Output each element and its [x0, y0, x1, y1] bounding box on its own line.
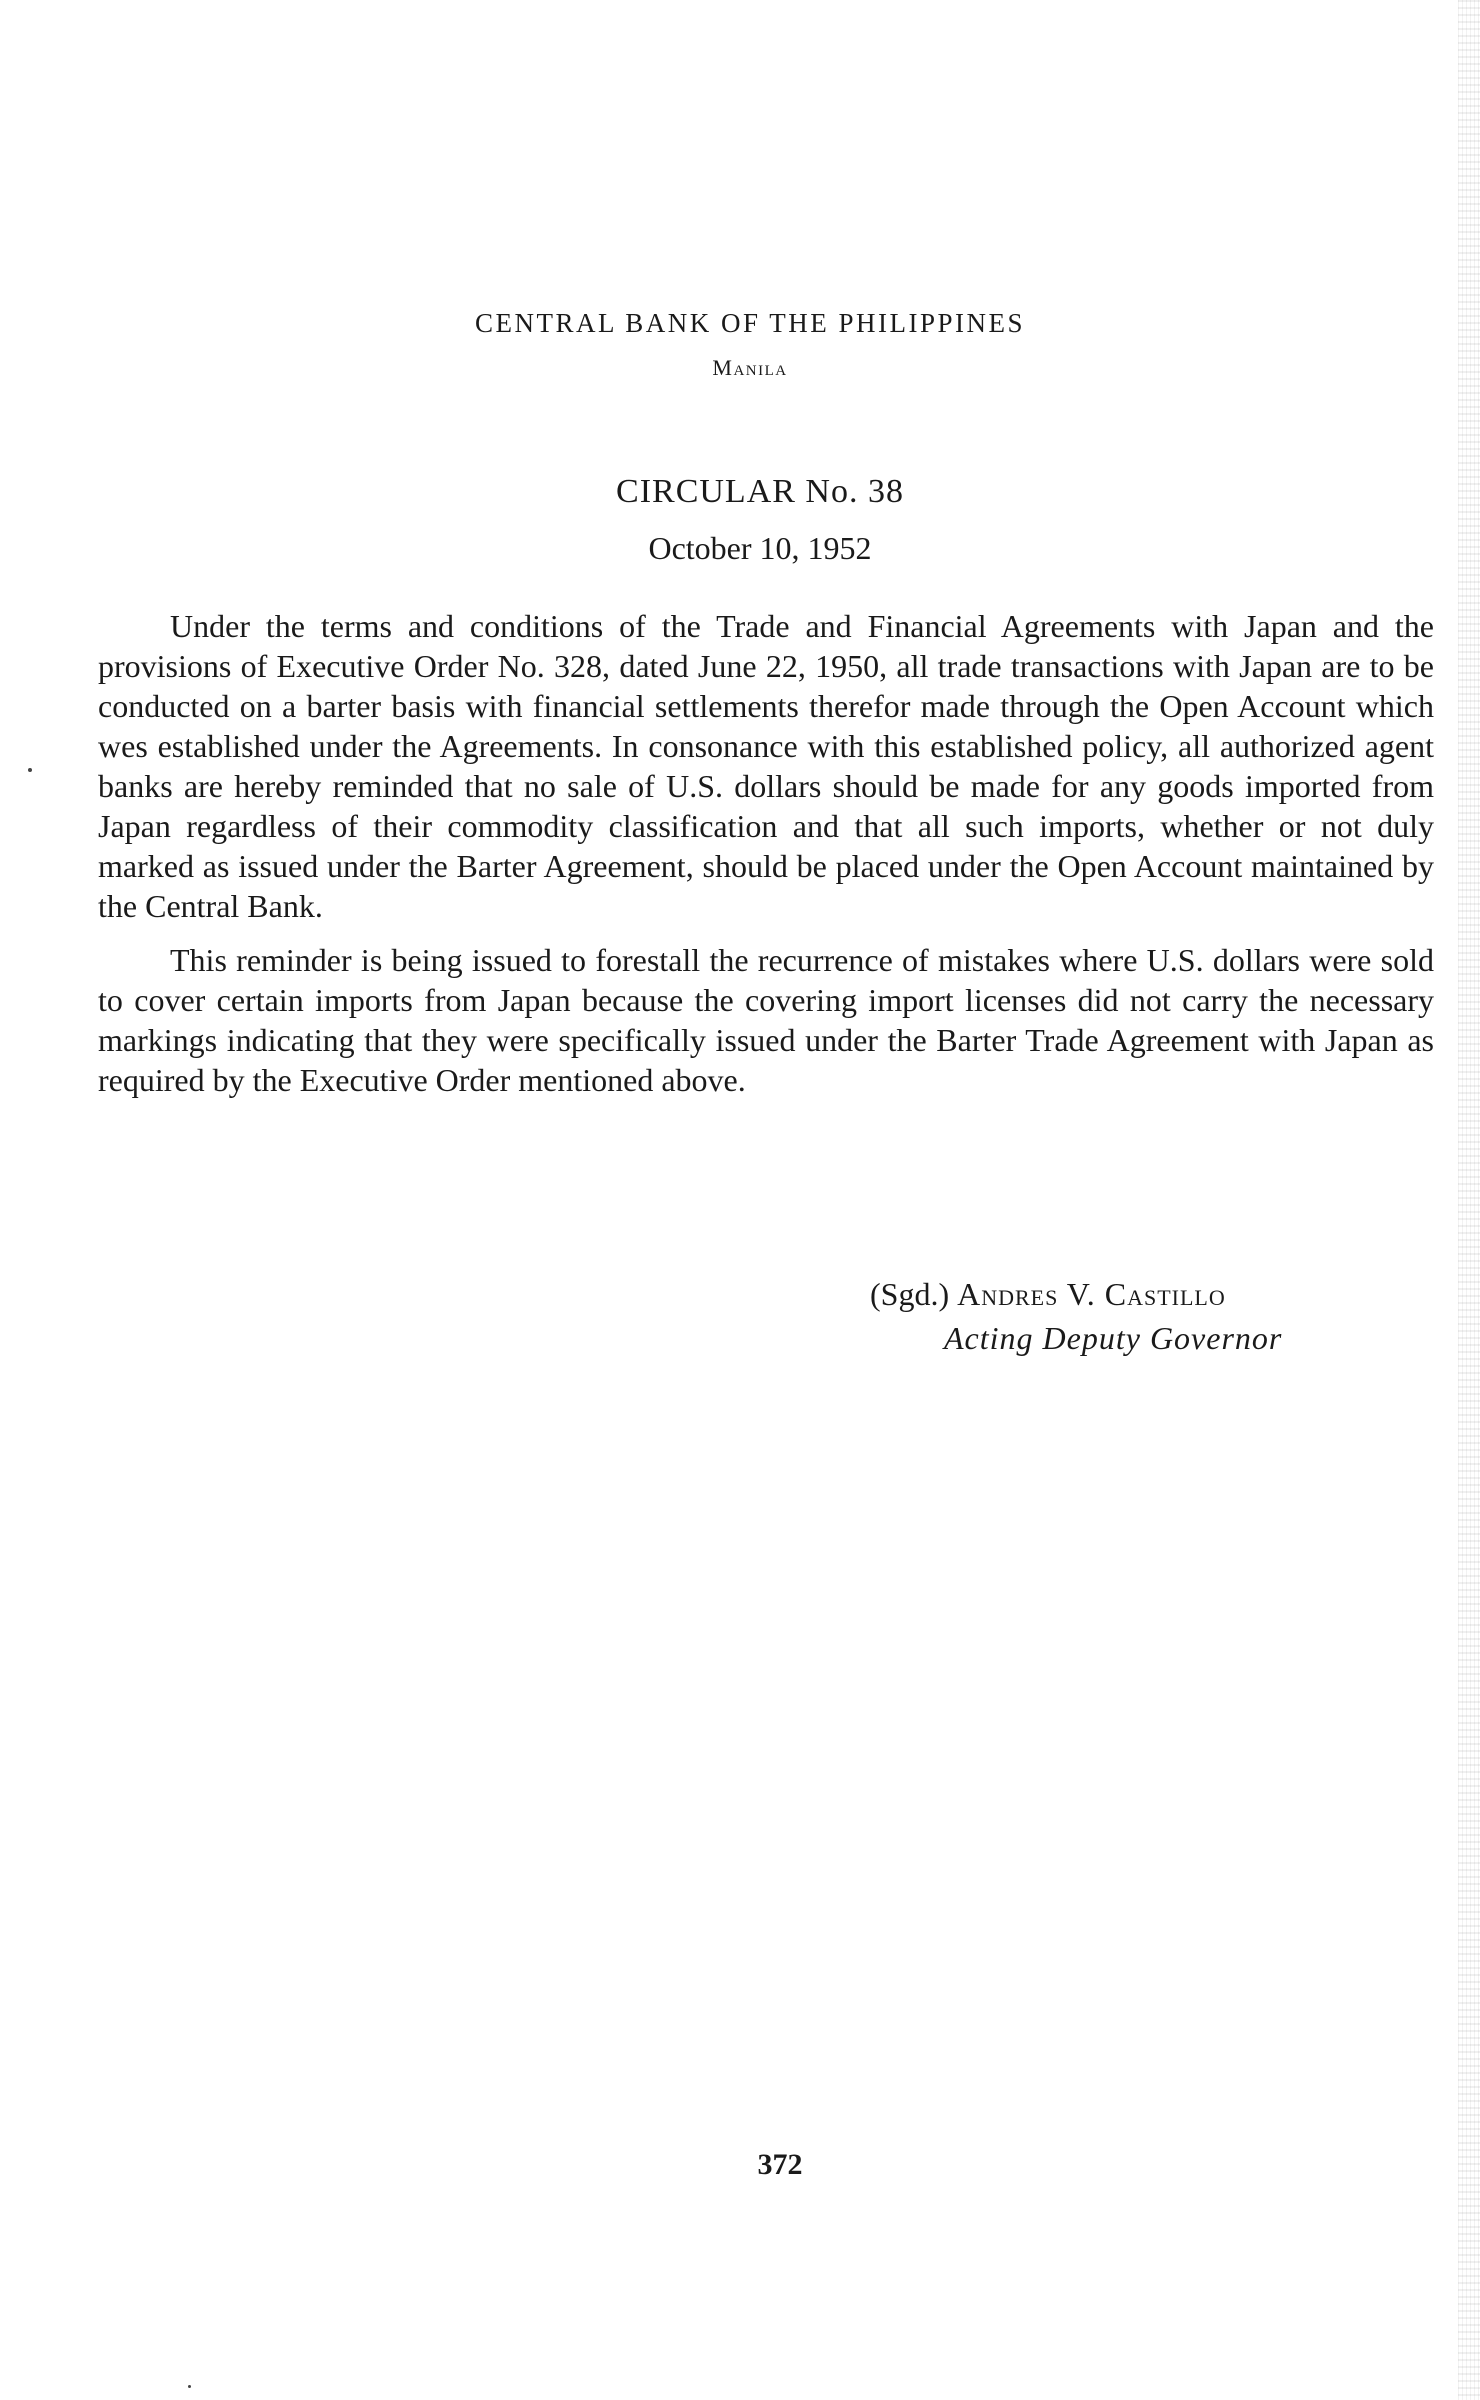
signatory-name: Andres V. Castillo — [957, 1276, 1226, 1312]
body-paragraph: This reminder is being issued to forestall the recurrence of mistakes where U.S. dollars were sold to cover certain imports from Japan because the covering import licenses did not carry the necessary markings indicating that they were specifically issued under the Barter Trade Agreement with Japan as required by the Executive Order mentioned above. — [98, 942, 1434, 1098]
page-number: 372 — [757, 2148, 803, 2181]
body-paragraph: Under the terms and conditions of the Trade and Financial Agreements with Japan and the provisions of Executive Order No. 328, dated June 22, 1950, all trade transactions with Japan are to be conducted on a barter basis with financial settlements therefor made through the Open Account which wes established under the Agreements. In consonance with this established policy, all authorized agent banks are hereby reminded that no sale of U.S. dollars should be made for any goods imported from Japan regardless of their commodity classification and that all such imports, whether or not duly marked as issued under the Barter Agreement, should be placed under the Open Account maintained by the Central Bank. — [98, 608, 1434, 924]
scan-speck — [188, 2385, 191, 2388]
signature-block — [870, 1272, 1430, 1360]
organization-name: CENTRAL BANK OF THE PHILIPPINES — [474, 308, 1026, 338]
signature-line — [870, 1272, 1430, 1316]
circular-title: CIRCULAR No. 38 — [616, 473, 904, 510]
circular-body — [98, 606, 1434, 1114]
organization-city: Manila — [712, 355, 788, 380]
circular-date: October 10, 1952 — [648, 530, 872, 566]
signatory-title: Acting Deputy Governor — [944, 1320, 1283, 1356]
scan-speck — [28, 768, 32, 772]
signature-prefix: (Sgd.) — [870, 1276, 950, 1312]
